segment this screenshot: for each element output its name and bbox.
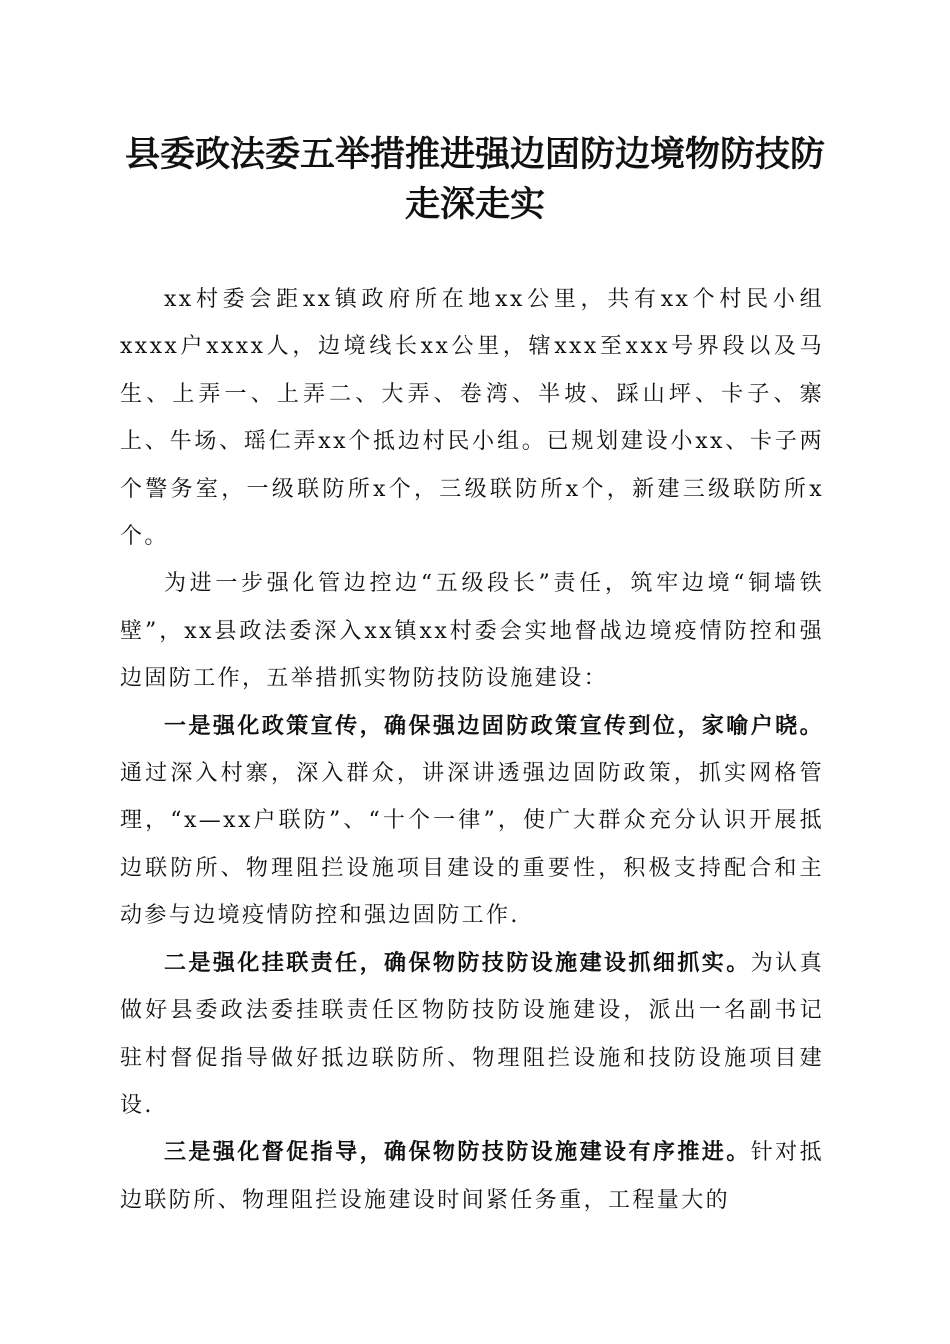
- paragraph-lead: 三是强化督促指导，确保物防技防设施建设有序推进。: [164, 1139, 751, 1166]
- paragraph-measure-2: [120, 940, 824, 1130]
- paragraph-text: 为进一步强化管边控边“五级段长”责任，筑牢边境“铜墙铁壁”，xx县政法委深入xx镇xx村委会实地督战边境疫情防控和强边固防工作，五举措抓实物防技防设施建设：: [120, 571, 824, 692]
- paragraph-text: xx村委会距xx镇政府所在地xx公里，共有xx个村民小组xxxx户xxxx人，边境线长xx公里，辖xxx至xxx号界段以及马生、上弄一、上弄二、大弄、卷湾、半坡、踩山坪、卡子、寨上、牛场、瑶仁弄xx个抵边村民小组。已规划建设小xx、卡子两个警务室，一级联防所x个，三级联防所x个，新建三级联防所x个。: [120, 287, 824, 550]
- title-line-1: 县委政法委五举措推进强边固防边境物防技防: [124, 134, 825, 175]
- paragraph-lead: 二是强化挂联责任，确保物防技防设施建设抓细抓实。: [164, 949, 751, 976]
- document-body: [120, 276, 824, 1224]
- paragraph-lead: 一是强化政策宣传，确保强边固防政策宣传到位，家喻户晓。: [164, 712, 824, 739]
- paragraph-purpose: [120, 560, 824, 702]
- paragraph-text: 为认真做好县委政法委挂联责任区物防技防设施建设，派出一名副书记驻村督促指导做好抵边联防所、物理阻拦设施和技防设施项目建设.: [120, 950, 824, 1118]
- title-line-2: 走深走实: [404, 184, 545, 225]
- paragraph-text: 通过深入村寨，深入群众，讲深讲透强边固防政策，抓实网格管理，“x—xx户联防”、“十个一律”，使广大群众充分认识开展抵边联防所、物理阻拦设施项目建设的重要性，积极支持配合和主动参与边境疫情防控和强边固防工作.: [120, 761, 824, 929]
- paragraph-text: 针对抵边联防所、物理阻拦设施建设时间紧任务重，工程量大的: [120, 1140, 824, 1213]
- document-title: [110, 130, 840, 230]
- paragraph-measure-1: [120, 703, 824, 940]
- paragraph-measure-3: [120, 1129, 824, 1224]
- paragraph-intro: [120, 276, 824, 560]
